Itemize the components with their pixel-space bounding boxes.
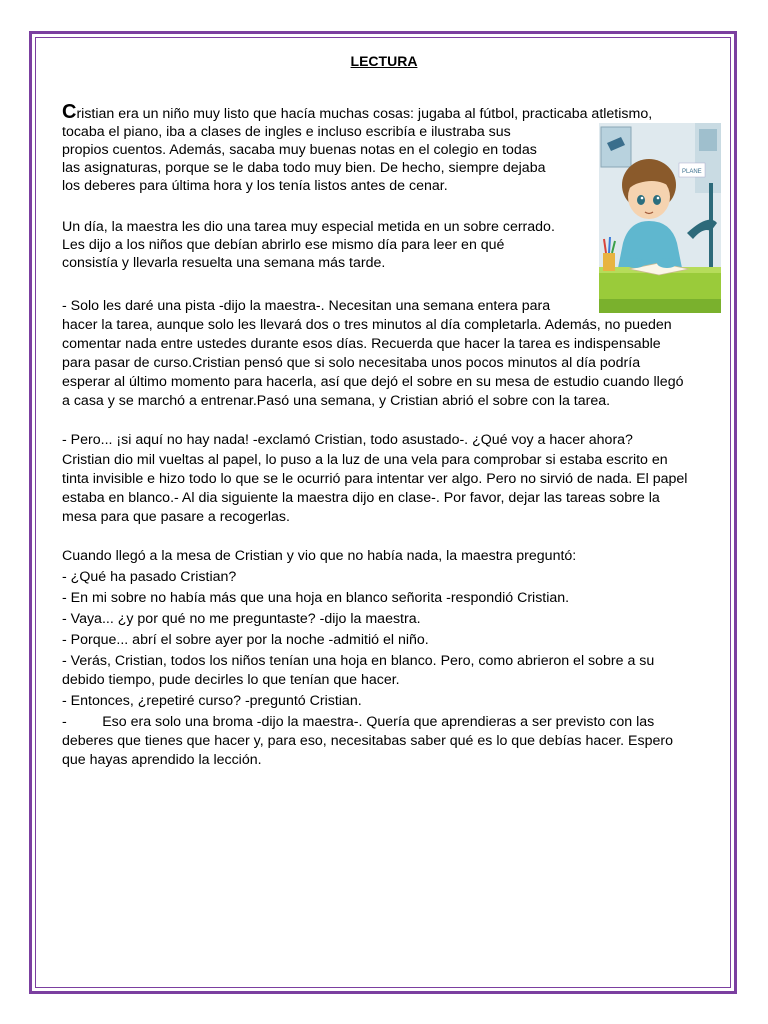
text-line: - Vaya... ¿y por qué no me preguntaste? -dijo la maestra. xyxy=(62,611,421,627)
paragraph-1 xyxy=(62,102,734,194)
text-line: tocaba el piano, iba a clases de ingles e incluso escribía e ilustraba sus xyxy=(62,124,511,140)
text-line: hacer la tarea, aunque solo les llevará dos o tres minutos al día completarla. Además, no pueden xyxy=(62,317,672,333)
text-line: - Entonces, ¿repetiré curso? -preguntó Cristian. xyxy=(62,693,362,709)
paragraph-3 xyxy=(62,296,734,410)
text-line: comentar nada entre ustedes durante esos días. Recuerda que hacer la tarea es indispensable xyxy=(62,336,661,352)
text-line: esperar al último momento para hacerla, así que dejó el sobre en su mesa de estudio cuando llegó xyxy=(62,374,684,390)
drop-cap: C xyxy=(62,101,77,123)
paragraph-5 xyxy=(62,546,734,769)
paragraph-4 xyxy=(62,430,734,526)
text-line: consistía y llevarla resuelta una semana más tarde. xyxy=(62,255,386,271)
text-line: que hayas aprendido la lección. xyxy=(62,752,262,768)
text-line: Cuando llegó a la mesa de Cristian y vio que no había nada, la maestra preguntó: xyxy=(62,548,577,564)
text-line: Les dijo a los niños que debían abrirlo ese mismo día para leer en qué xyxy=(62,237,505,253)
text-line: las asignaturas, porque se le daba todo muy bien. De hecho, siempre dejaba xyxy=(62,160,546,176)
text-line: mesa para que pasare a recogerlas. xyxy=(62,509,290,525)
text-line: - Porque... abrí el sobre ayer por la noche -admitió el niño. xyxy=(62,632,429,648)
text-line: tinta invisible e hizo todo lo que se le ocurrió para intentar ver algo. Pero no sirvió de nada. El papel xyxy=(62,471,688,487)
text-line: los deberes para última hora y los tenía listos antes de cenar. xyxy=(62,178,448,194)
text-line: - Verás, Cristian, todos los niños tenían una hoja en blanco. Pero, como abrieron el sobre a su xyxy=(62,653,655,669)
text-line: a casa y se marchó a entrenar.Pasó una semana, y Cristian abrió el sobre con la tarea. xyxy=(62,393,611,409)
text-line: deberes que tienes que hacer y, para eso, necesitabas saber qué es lo que debías hacer. Espero xyxy=(62,733,673,749)
paragraph-2 xyxy=(62,217,734,271)
text-line: - ¿Qué ha pasado Cristian? xyxy=(62,569,237,585)
page-title: LECTURA xyxy=(350,53,418,69)
text-line: para pasar de curso.Cristian pensó que si solo necesitaba unos pocos minutos al día podría xyxy=(62,355,641,371)
text-line: Cristian era un niño muy listo que hacía muchas cosas: jugaba al fútbol, practicaba atletismo, xyxy=(62,101,653,123)
text-line: - En mi sobre no había más que una hoja en blanco señorita -respondió Cristian. xyxy=(62,590,570,606)
text-line: Un día, la maestra les dio una tarea muy especial metida en un sobre cerrado. xyxy=(62,219,555,235)
text-line: - Eso era solo una broma -dijo la maestra-. Quería que aprendieras a ser previsto con las xyxy=(62,714,655,730)
text-line: - Pero... ¡si aquí no hay nada! -exclamó Cristian, todo asustado-. ¿Qué voy a hacer ahora? xyxy=(62,432,633,448)
text-line: Cristian dio mil vueltas al papel, lo puso a la luz de una vela para comprobar si estaba escrito en xyxy=(62,452,668,468)
text-line: estaba en blanco.- Al dia siguiente la maestra dijo en clase-. Por favor, dejar las tareas sobre la xyxy=(62,490,660,506)
text-line: - Solo les daré una pista -dijo la maestra-. Necesitan una semana entera para xyxy=(62,298,551,314)
poster-label: PLANE xyxy=(682,169,702,175)
text-line: propios cuentos. Además, sacaba muy buenas notas en el colegio en todas xyxy=(62,142,537,158)
text-line: debido tiempo, pude decirles lo que tenían que hacer. xyxy=(62,672,400,688)
